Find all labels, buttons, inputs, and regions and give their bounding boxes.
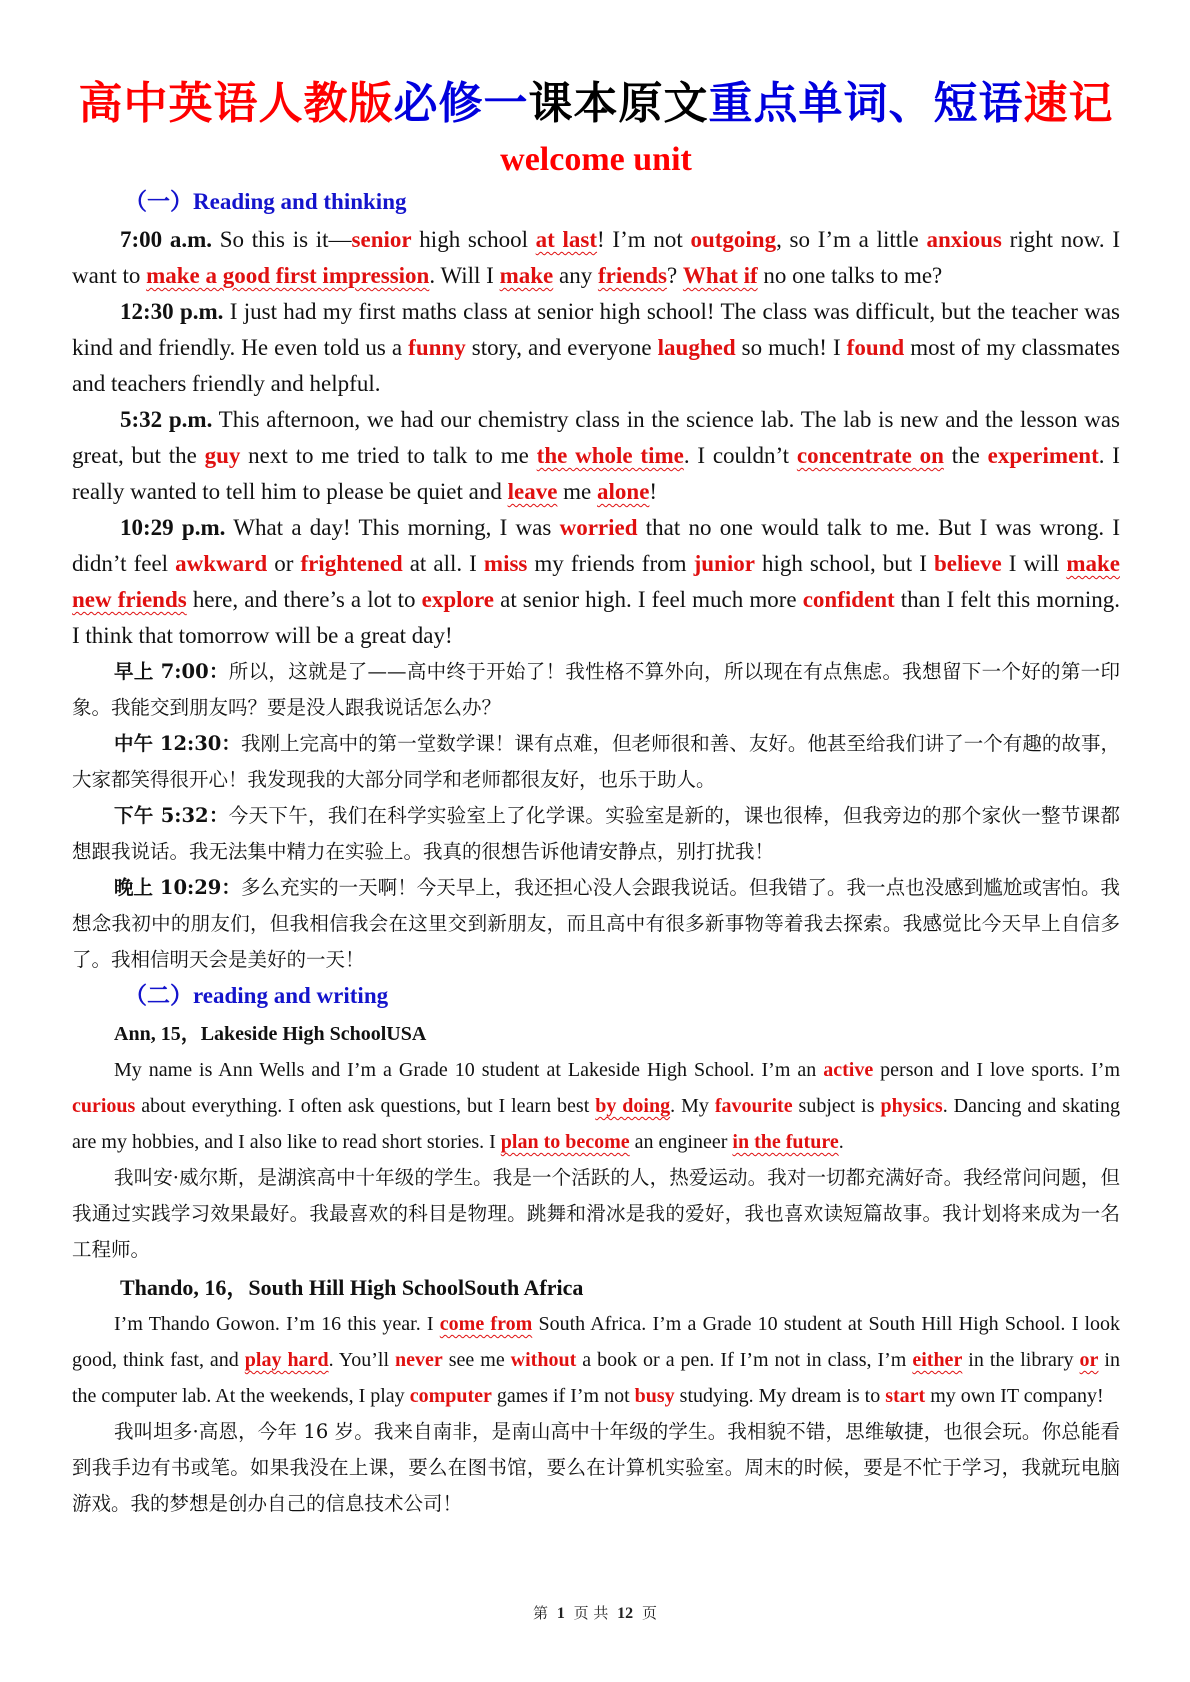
ann-profile-translation: 我叫安·威尔斯，是湖滨高中十年级的学生。我是一个活跃的人，热爱运动。我对一切都充满好奇。我经常问问题，但我通过实践学习效果最好。我最喜欢的科目是物理。跳舞和滑冰是我的爱好，我也喜欢读短篇故事。我计划将来成为一名工程师。 — [72, 1166, 1120, 1261]
thando-profile-translation: 我叫坦多·高恩，今年 16 岁。我来自南非，是南山高中十年级的学生。我相貌不错，思维敏捷，也很会玩。你总能看到我手边有书或笔。如果我没在上课，要么在图书馆，要么在计算机实验室。周末的时候，要是不忙于学习，我就玩电脑游戏。我的梦想是创办自己的信息技术公司！ — [72, 1420, 1120, 1515]
section-heading-reading-writing: （二）reading and writing — [124, 983, 389, 1008]
diary-paragraph-0532: 5:32 p.m. This afternoon, we had our chemistry class in the science lab. The lab is new and the lesson was great, but the guy next to me tried to talk to me the whole time. I couldn’t concentrate on the experiment. I really wanted to tell him to please be quiet and leave me alone! — [72, 407, 1120, 504]
diary-paragraph-1230: 12:30 p.m. I just had my first maths class at senior high school! The class was difficult, but the teacher was kind and friendly. He even told us a funny story, and everyone laughed so much! I found most of my classmates and teachers friendly and helpful. — [72, 299, 1121, 396]
section-heading-reading-thinking: （一）Reading and thinking — [124, 189, 407, 214]
ann-profile-text: My name is Ann Wells and I’m a Grade 10 student at Lakeside High School. I’m an active person and I love sports. I’m curious about everything. I often ask questions, but I learn best by doing. My favourite subject is physics. Dancing and skating are my hobbies, and I also like to read short stories. I plan to become an engineer in the future. — [72, 1059, 1120, 1153]
diary-paragraph-1029: 10:29 p.m. What a day! This morning, I was worried that no one would talk to me. But I was wrong. I didn’t feel awkward or frightened at all. I miss my friends from junior high school, but I believe I will make new friends here, and there’s a lot to explore at senior high. I feel much more confident than I felt this morning. I think that tomorrow will be a great day! — [72, 515, 1120, 648]
diary-translation-1029: 晚上 10:29：多么充实的一天啊！今天早上，我还担心没人会跟我说话。但我错了。我一点也没感到尴尬或害怕。我想念我初中的朋友们，但我相信我会在这里交到新朋友，而且高中有很多新事物等着我去探索。我感觉比今天早上自信多了。我相信明天会是美好的一天！ — [72, 876, 1120, 971]
diary-translation-0700: 早上 7:00：所以，这就是了——高中终于开始了！我性格不算外向，所以现在有点焦虑。我想留下一个好的第一印象。我能交到朋友吗？要是没人跟我说话怎么办？ — [72, 660, 1120, 719]
page-title: 高中英语人教版必修一课本原文重点单词、短语速记 — [78, 78, 1114, 129]
unit-subtitle: welcome unit — [500, 141, 692, 178]
thando-profile-text: I’m Thando Gowon. I’m 16 this year. I come from South Africa. I’m a Grade 10 student at South Hill High School. I look good, think fast, and play hard. You’ll never see me without a book or a pen. If I’m not in class, I’m either in the library or in the computer lab. At the weekends, I play computer games if I’m not busy studying. My dream is to start my own IT company! — [72, 1313, 1120, 1407]
ann-profile-header: Ann, 15，Lakeside High SchoolUSA — [114, 1023, 427, 1045]
diary-paragraph-0700: 7:00 a.m. So this is it—senior high school at last! I’m not outgoing, so I’m a little anxious right now. I want to make a good first impression. Will I make any friends? What if no one talks to me? — [72, 227, 1120, 288]
page-footer: 第 1 页 共 12 页 — [533, 1604, 657, 1622]
thando-profile-header: Thando, 16，South Hill High SchoolSouth Africa — [120, 1275, 584, 1300]
diary-translation-1230: 中午 12:30：我刚上完高中的第一堂数学课！课有点难，但老师很和善、友好。他甚至给我们讲了一个有趣的故事，大家都笑得很开心！我发现我的大部分同学和老师都很友好，也乐于助人。 — [72, 732, 1120, 791]
diary-translation-0532: 下午 5:32：今天下午，我们在科学实验室上了化学课。实验室是新的，课也很棒，但我旁边的那个家伙一整节课都想跟我说话。我无法集中精力在实验上。我真的很想告诉他请安静点，别打扰我！ — [72, 804, 1120, 863]
